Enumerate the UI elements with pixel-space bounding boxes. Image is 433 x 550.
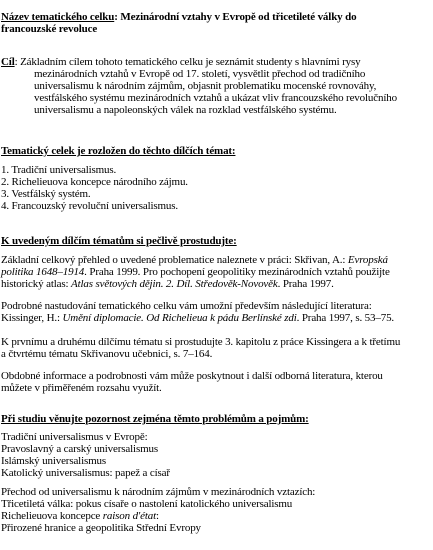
topic-title-text-line2: francouzské revoluce xyxy=(1,23,98,35)
list-item-italic-term: raison d'état xyxy=(102,510,157,522)
topic-title-label: Název tematického celku xyxy=(1,11,115,23)
study-heading: K uvedeným dílčím tématům si pečlivě prostudujte: xyxy=(1,235,237,247)
focus-heading: Při studiu věnujte pozornost zejména těmto problémům a pojmům: xyxy=(1,413,309,425)
goal-line-2: mezinárodních vztahů v Evropě od 17. století, vysvětlit přechod od tradičního xyxy=(34,68,366,80)
goal-line-4: vestfálského systému mezinárodních vztahů a ukázat vliv francouzského revolučního xyxy=(34,92,397,104)
study-p2-pages: . Praha 1997, s. 53–75. xyxy=(296,312,395,324)
list-item: Tradiční universalismus v Evropě: xyxy=(1,431,148,443)
list-item: 4. Francouzský revoluční universalismus. xyxy=(1,200,178,212)
study-p1-atlas-title: Atlas světových dějin. 2. Díl. Středověk-Novověk xyxy=(71,278,278,290)
study-paragraph-literature xyxy=(1,300,394,324)
study-p4-line1: Obdobné informace a podrobnosti vám může poskytnout i další odborná literatura, kterou xyxy=(1,370,383,382)
topic-title-text: Mezinárodní vztahy v Evropě od třicetileté války do xyxy=(117,11,357,23)
goal-paragraph xyxy=(1,56,397,116)
list-item: Přechod od universalismu k národním zájmům v mezinárodních vztazích: xyxy=(1,486,316,498)
goal-line-5: universalismu a napoleonských válek na rozklad vestfálského systému. xyxy=(34,104,337,116)
focus-group-universalism xyxy=(1,431,170,479)
topic-title-colon: : xyxy=(114,11,118,23)
study-p1-text-cont: . Praha 1999. Pro pochopení geopolitiky mezinárodních vztahů použijte xyxy=(84,266,390,278)
subtopics-list xyxy=(1,164,188,212)
study-p1-text: Základní celkový přehled o uvedené problematice naleznete v práci: Skřivan, A.: xyxy=(1,254,348,266)
list-item: Přirozené hranice a geopolitika Střední Evropy xyxy=(1,522,201,534)
study-p2-line1: Podrobné nastudování tematického celku vám umožní především následující literatura: xyxy=(1,300,372,312)
list-item: Katolický universalismus: papež a císař xyxy=(1,467,170,479)
goal-line-3: universalismu k národním zájmům, objasnit problematiku mocenské rovnováhy, xyxy=(34,80,377,92)
study-p1-book-title-cont: politika 1648–1914 xyxy=(1,266,85,278)
study-p4-line2: můžete v přiměřeném rozsahu využít. xyxy=(1,382,162,394)
list-item: Islámský universalismus xyxy=(1,455,107,467)
topic-title xyxy=(1,11,433,35)
list-item: Třicetiletá válka: pokus císaře o nastolení katolického universalismu xyxy=(1,498,293,510)
study-p1-atlas-intro: historický atlas: xyxy=(1,278,72,290)
study-p2-book-title: Umění diplomacie. Od Richelieua k pádu Berlínské zdi xyxy=(62,312,297,324)
study-p1-book-title: Evropská xyxy=(347,254,388,266)
list-item: 2. Richelieuova koncepce národního zájmu. xyxy=(1,176,188,188)
list-item-colon: : xyxy=(156,510,159,522)
study-paragraph-other xyxy=(1,370,383,394)
study-p3-line2: a čtvrtému tématu Skřivanovu učebnici, s. 7–164. xyxy=(1,348,213,360)
goal-label: Cíl xyxy=(1,56,15,68)
list-item: Pravoslavný a carský universalismus xyxy=(1,443,158,455)
list-item: 1. Tradiční universalismus. xyxy=(1,164,117,176)
goal-line-1: : Základním cílem tohoto tematického celku je seznámit studenty s hlavními rysy xyxy=(14,56,361,68)
focus-group-transition xyxy=(1,486,315,534)
study-paragraph-overview xyxy=(1,254,390,290)
subtopics-heading: Tematický celek je rozložen do těchto dílčích témat: xyxy=(1,145,236,157)
study-p2-author: Kissinger, H.: xyxy=(1,312,63,324)
list-item-text: Richelieuova koncepce xyxy=(1,510,103,522)
study-p3-line1: K prvnímu a druhému dílčímu tématu si prostudujte 3. kapitolu z práce Kissingera a k třetímu xyxy=(1,336,401,348)
study-p1-atlas-end: . Praha 1997. xyxy=(277,278,334,290)
list-item: 3. Vestfálský systém. xyxy=(1,188,91,200)
study-paragraph-chapters xyxy=(1,336,400,360)
